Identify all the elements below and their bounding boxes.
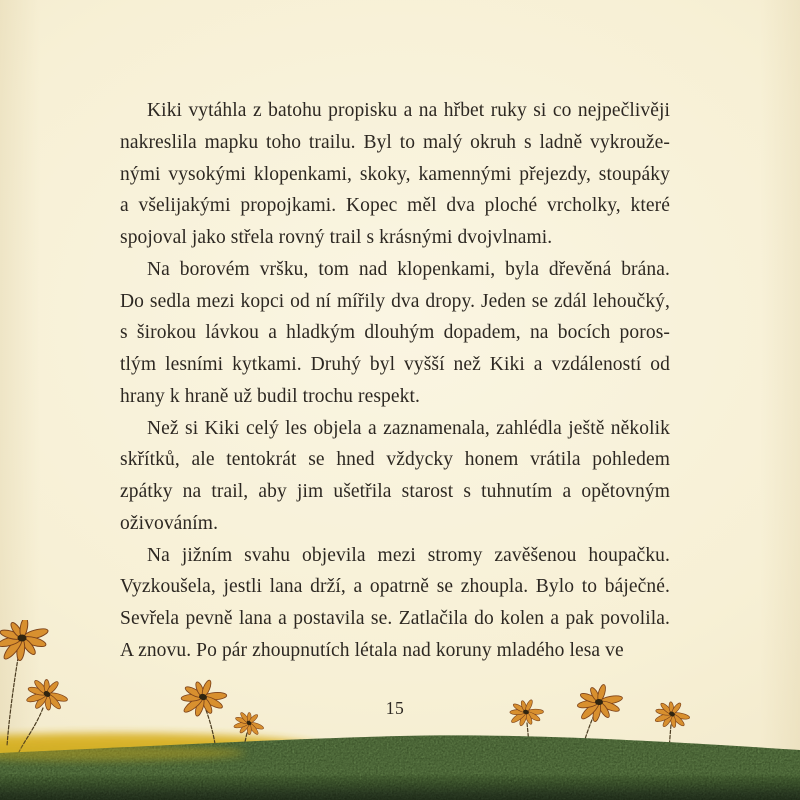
flower <box>24 675 71 716</box>
flower <box>573 680 627 727</box>
text-line: a všelijakými propojkami. Kopec měl dva ploché vrcholky, které <box>120 195 670 217</box>
text-line: skřítků, ale tentokrát se hned vždycky honem vrátila pohledem <box>120 449 670 471</box>
text-line: spojoval jako střela rovný trail s krásnými dvojvlnami. <box>120 227 553 249</box>
text-block <box>120 95 670 667</box>
text-line: s širokou lávkou a hladkým dlouhým dopadem, na bocích poros- <box>120 322 670 344</box>
text-line: Na jižním svahu objevila mezi stromy zavěšenou houpačku. <box>147 544 670 566</box>
flower <box>0 620 55 667</box>
text-line: nými vysokými klopenkami, skoky, kamennými přejezdy, stoupáky <box>120 163 670 185</box>
text-line: tlým lesními kytkami. Druhý byl vyšší než Kiki a vzdáleností od <box>120 354 670 376</box>
flower <box>231 708 267 739</box>
text-line: Do sedla mezi kopci od ní mířily dva dropy. Jeden se zdál lehoučký, <box>120 290 670 312</box>
flowers <box>0 620 692 739</box>
page-number: 15 <box>385 698 405 718</box>
text-line: zpátky na trail, aby jim ušetřila starost s tuhnutím a opětovným <box>120 481 670 503</box>
text-line: Kiki vytáhla z batohu propisku a na hřbet ruky si co nejpečlivěji <box>147 100 670 121</box>
meadow-illustration <box>0 620 800 800</box>
flower <box>178 677 229 720</box>
flower <box>653 699 692 731</box>
text-line: nakreslila mapku toho trailu. Byl to malý okruh s ladně vykrouže- <box>120 131 670 153</box>
text-line: oživováním. <box>120 512 219 534</box>
text-line: A znovu. Po pár zhoupnutích létala nad koruny mladého lesa ve <box>120 640 624 662</box>
text-line: Vyzkoušela, jestli lana drží, a opatrně se zhoupla. Bylo to báječné. <box>120 576 670 598</box>
text-line: hrany k hraně už budil trochu respekt. <box>120 385 420 407</box>
text-line: Než si Kiki celý les objela a zaznamenala, zahlédla ještě několik <box>147 417 670 439</box>
text-line: Na borovém vršku, tom nad klopenkami, byla dřevěná brána. <box>147 258 670 280</box>
text-line: Sevřela pevně lana a postavila se. Zatlačila do kolen a pak povolila. <box>120 608 670 630</box>
flower-stem <box>7 652 19 746</box>
